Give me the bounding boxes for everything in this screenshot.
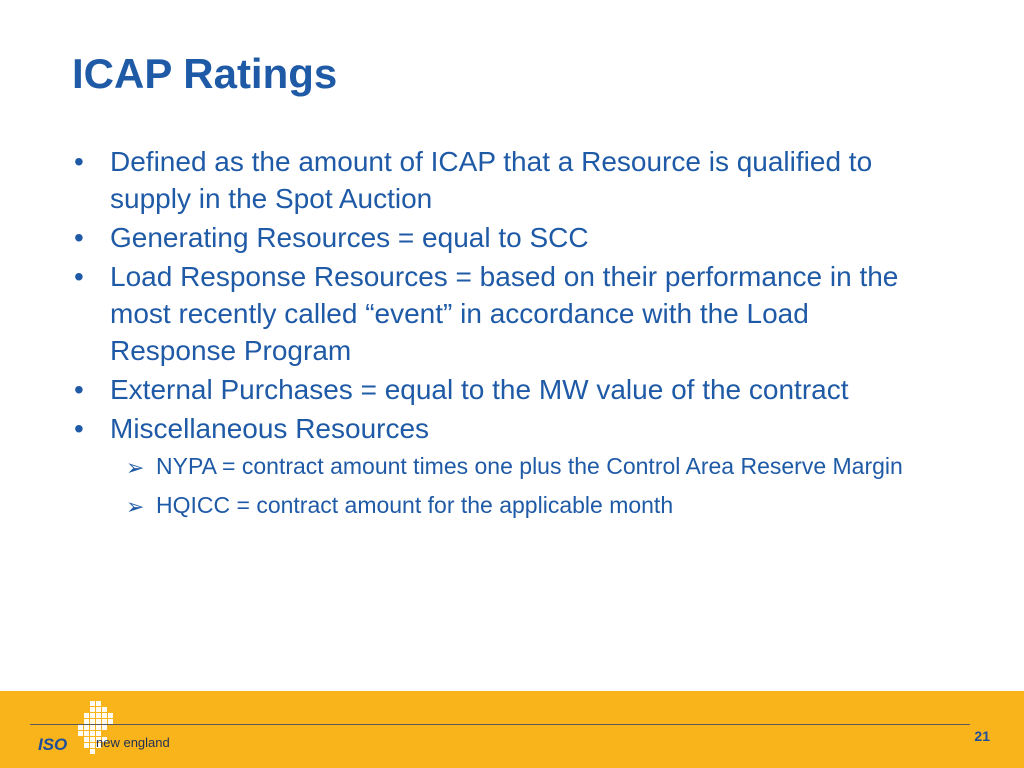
bullet-item [72,219,912,256]
bullet-marker: • [74,222,84,253]
arrow-bullet-icon: ➢ [126,494,145,519]
bullet-item [72,258,912,369]
bullet-item [72,143,912,217]
iso-new-england-logo [30,699,210,759]
bullet-item [72,371,912,408]
sub-bullet-text: HQICC = contract amount for the applicable month [156,492,674,518]
footer-band [0,691,1024,768]
bullet-marker: • [74,146,84,177]
bullet-text: Defined as the amount of ICAP that a Resource is qualified to supply in the Spot Auction [110,146,873,214]
bullet-text: Miscellaneous Resources [110,413,430,444]
arrow-bullet-icon: ➢ [126,455,145,480]
sub-bullet-item [110,490,912,521]
logo-iso-text: ISO [38,735,68,754]
sub-bullet-item [110,451,912,482]
sub-bullet-list [110,451,912,521]
bullet-marker: • [74,374,84,405]
bullet-marker: • [74,413,84,444]
new-england-map-icon [64,699,122,759]
bullet-marker: • [74,261,84,292]
logo-new-england-text: new england [96,735,170,750]
slide-title: ICAP Ratings [72,50,338,97]
bullet-item [72,410,912,521]
bullet-text: External Purchases = equal to the MW value of the contract [110,374,849,405]
bullet-list [72,143,912,529]
bullet-text: Generating Resources = equal to SCC [110,222,589,253]
sub-bullet-text: NYPA = contract amount times one plus the Control Area Reserve Margin [156,453,903,479]
bullet-text: Load Response Resources = based on their performance in the most recently called “event” in accordance with the Load Response Program [110,261,899,366]
page-number: 21 [974,728,990,744]
